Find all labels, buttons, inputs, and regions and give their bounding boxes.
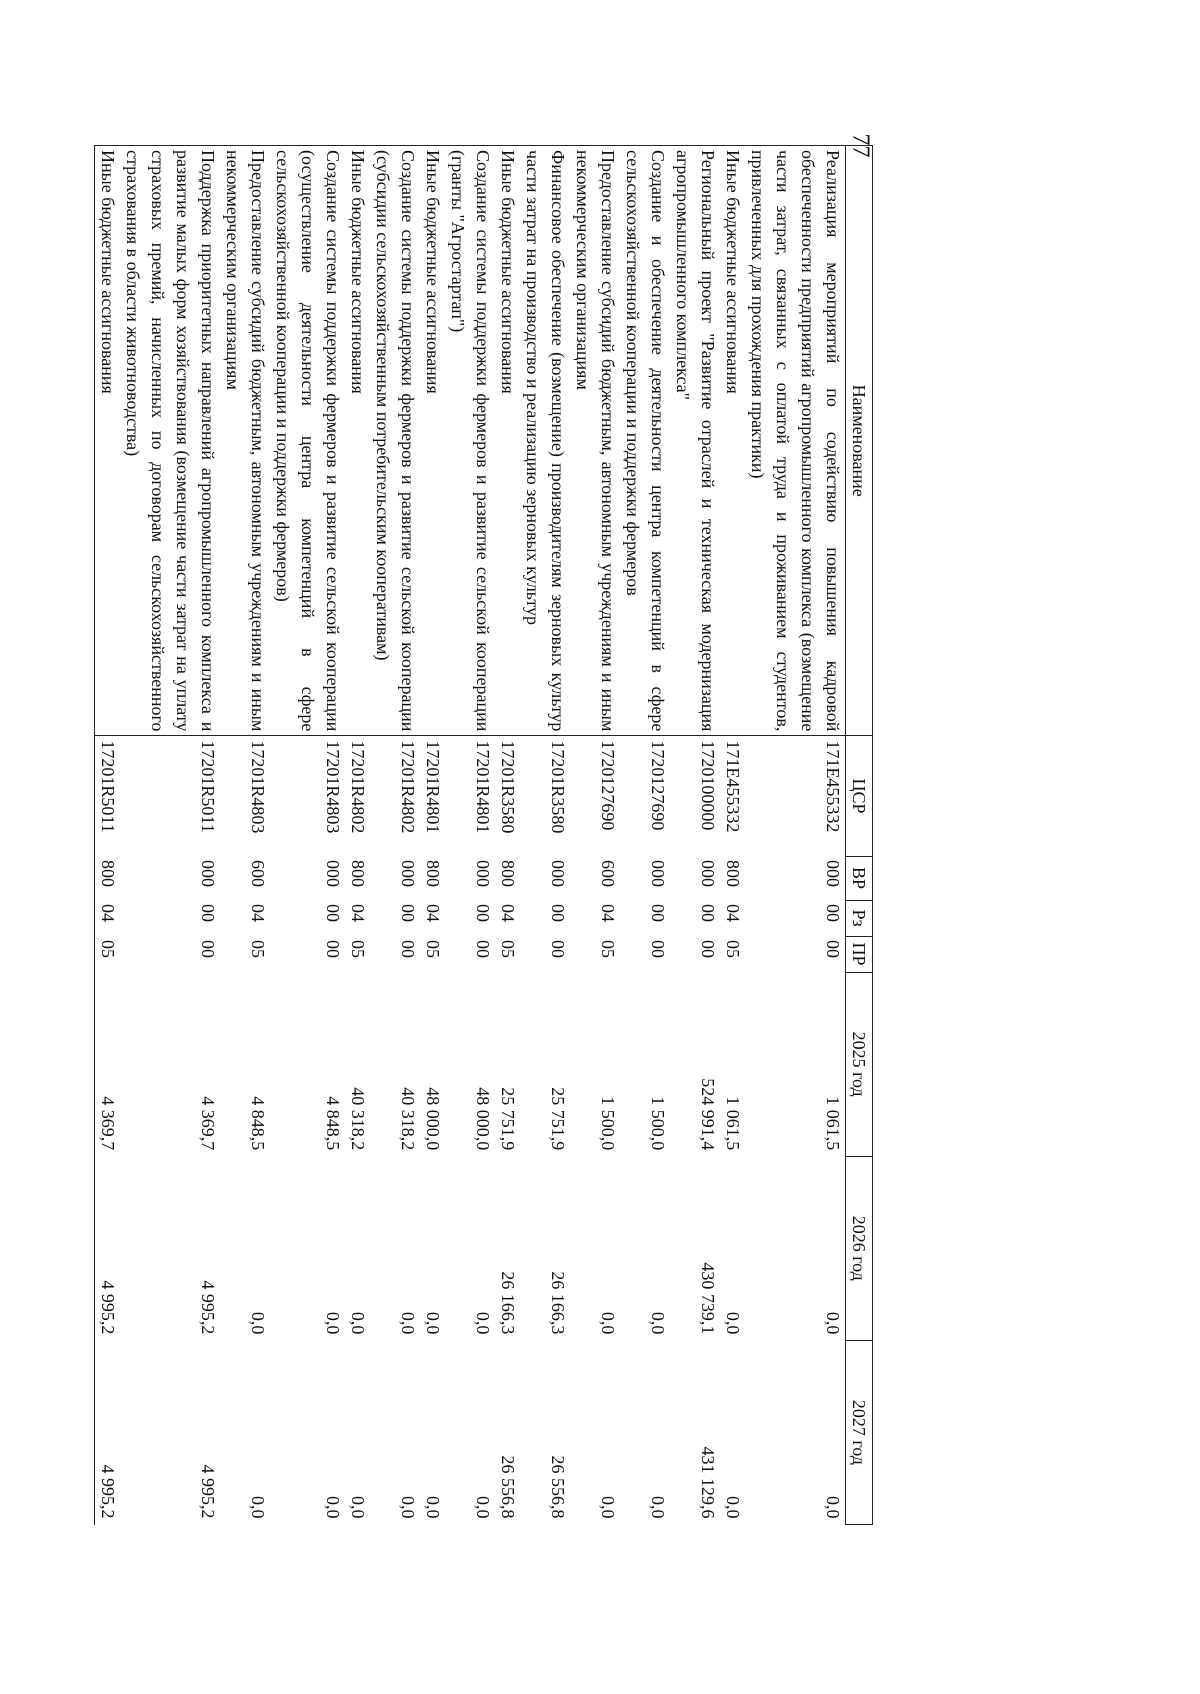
table-row: [420, 146, 445, 1525]
cell-2027: 0,0: [723, 1496, 743, 1519]
cell-csr: 17201R5011: [198, 740, 218, 833]
cell-name: Финансовое обеспечение (возмещение) производителям зерновых культур части затрат на производство и реализацию зерновых культур: [520, 146, 570, 736]
cell-vr: 000: [473, 860, 493, 887]
cell-2026: 26 166,3: [498, 1271, 518, 1335]
cell-2027: 0,0: [648, 1496, 668, 1519]
cell-2027: 4 995,2: [95, 1340, 121, 1524]
cell-2025: 25 751,9: [498, 1087, 518, 1151]
cell-vr: 000: [198, 860, 218, 887]
cell-csr: 17201R3580: [498, 740, 518, 834]
cell-pr: 00: [648, 940, 668, 959]
table-body: [95, 146, 846, 1525]
table-row: [445, 146, 495, 1525]
header-2027: 2027 год: [846, 1340, 873, 1524]
cell-2025: 1 061,5: [823, 1096, 843, 1151]
cell-2025: 48 000,0: [423, 1087, 443, 1151]
table-row: [370, 146, 420, 1525]
cell-csr: 17201R4801: [423, 740, 443, 834]
cell-2026: 0,0: [323, 1311, 343, 1335]
cell-2027: 0,0: [398, 1496, 418, 1519]
table-row: [620, 146, 670, 1525]
table-row: [495, 146, 520, 1525]
budget-table: [94, 145, 873, 1525]
cell-rz: 00: [698, 904, 718, 923]
table-row: [95, 146, 121, 1525]
cell-2026: 0,0: [598, 1311, 618, 1335]
cell-2026: 0,0: [398, 1311, 418, 1335]
table-header: [846, 146, 873, 1525]
header-2025: 2025 год: [846, 972, 873, 1156]
table-row: [270, 146, 345, 1525]
header-csr: ЦСР: [846, 736, 873, 856]
cell-name: Иные бюджетные ассигнования: [345, 146, 370, 736]
cell-2026: 0,0: [348, 1311, 368, 1335]
cell-2026: 0,0: [248, 1311, 268, 1335]
cell-rz: 04: [723, 904, 743, 923]
cell-rz: 00: [548, 904, 568, 923]
cell-2026: 0,0: [473, 1311, 493, 1335]
cell-pr: 05: [95, 936, 121, 972]
cell-vr: 000: [823, 860, 843, 887]
cell-pr: 00: [823, 940, 843, 959]
table-row: [120, 146, 220, 1525]
cell-rz: 04: [248, 904, 268, 923]
cell-pr: 00: [698, 940, 718, 959]
cell-vr: 800: [348, 860, 368, 887]
cell-rz: 04: [498, 904, 518, 923]
cell-2025: 40 318,2: [348, 1087, 368, 1151]
cell-rz: 00: [323, 904, 343, 923]
cell-2025: 1 500,0: [598, 1096, 618, 1151]
cell-2027: 0,0: [248, 1496, 268, 1519]
cell-2027: 4 995,2: [198, 1464, 218, 1519]
table-row: [345, 146, 370, 1525]
cell-rz: 04: [348, 904, 368, 923]
cell-vr: 000: [698, 860, 718, 887]
cell-name: Создание системы поддержки фермеров и развитие сельской кооперации (гранты "Агростартап"): [445, 146, 495, 736]
cell-name: Создание системы поддержки фермеров и развитие сельской кооперации (осуществление деятельности центра компетенций в сфере сельскохозяйственной кооперации и поддержки фермеров): [270, 146, 345, 736]
cell-rz: 00: [198, 904, 218, 923]
cell-rz: 04: [598, 904, 618, 923]
cell-pr: 05: [248, 940, 268, 959]
cell-vr: 800: [723, 860, 743, 887]
cell-2026: 26 166,3: [548, 1271, 568, 1335]
cell-name: Поддержка приоритетных направлений агропромышленного комплекса и развитие малых форм хозяйствования (возмещение части затрат на уплату страховых премий, начисленных по договорам сельскохозяйственного страхования в области животноводства): [120, 146, 220, 736]
cell-pr: 05: [423, 940, 443, 959]
cell-2025: 524 991,4: [698, 1078, 718, 1151]
table-row: [720, 146, 745, 1525]
cell-pr: 05: [348, 940, 368, 959]
cell-csr: 171E455332: [823, 740, 843, 833]
cell-rz: 00: [473, 904, 493, 923]
cell-csr: 17201R5011: [95, 736, 121, 856]
cell-csr: 1720127690: [598, 740, 618, 831]
cell-2026: 4 995,2: [198, 1280, 218, 1335]
cell-csr: 17201R4801: [473, 740, 493, 834]
cell-2027: 0,0: [323, 1496, 343, 1519]
cell-vr: 600: [598, 860, 618, 887]
cell-csr: 1720127690: [648, 740, 668, 831]
cell-2027: 0,0: [823, 1496, 843, 1519]
header-name: Наименование: [846, 146, 873, 736]
cell-2026: 0,0: [423, 1311, 443, 1335]
cell-vr: 600: [248, 860, 268, 887]
cell-2026: 430 739,1: [698, 1262, 718, 1335]
cell-name: Иные бюджетные ассигнования: [720, 146, 745, 736]
cell-vr: 000: [648, 860, 668, 887]
table-row: [670, 146, 720, 1525]
cell-csr: 17201R4802: [348, 740, 368, 834]
cell-2026: 0,0: [648, 1311, 668, 1335]
table-row: [745, 146, 846, 1525]
cell-rz: 04: [423, 904, 443, 923]
cell-pr: 00: [473, 940, 493, 959]
cell-rz: 00: [823, 904, 843, 923]
header-2026: 2026 год: [846, 1156, 873, 1340]
cell-name: Реализация мероприятий по содействию повышения кадровой обеспеченности предприятий агропромышленного комплекса (возмещение части затрат, связанных с оплатой труда и проживанием студентов, привлеченных для прохождения практики): [745, 146, 846, 736]
cell-pr: 05: [723, 940, 743, 959]
cell-name: Предоставление субсидий бюджетным, автономным учреждениям и иным некоммерческим организациям: [570, 146, 620, 736]
cell-2027: 0,0: [348, 1496, 368, 1519]
cell-2025: 4 848,5: [248, 1096, 268, 1151]
cell-pr: 00: [198, 940, 218, 959]
cell-vr: 800: [95, 856, 121, 900]
cell-pr: 00: [548, 940, 568, 959]
cell-name: Иные бюджетные ассигнования: [495, 146, 520, 736]
cell-2026: 4 995,2: [95, 1156, 121, 1340]
rotated-page: [98, 145, 873, 1525]
cell-pr: 05: [498, 940, 518, 959]
cell-name: Создание и обеспечение деятельности центра компетенций в сфере сельскохозяйственной кооперации и поддержки фермеров: [620, 146, 670, 736]
cell-csr: 17201R4802: [398, 740, 418, 834]
cell-2025: 4 369,7: [198, 1096, 218, 1151]
cell-name: Иные бюджетные ассигнования: [95, 146, 121, 736]
cell-vr: 800: [423, 860, 443, 887]
cell-pr: 00: [323, 940, 343, 959]
cell-csr: 17201R4803: [323, 740, 343, 834]
table-row: [570, 146, 620, 1525]
table-row: [220, 146, 270, 1525]
cell-2025: 25 751,9: [548, 1087, 568, 1151]
cell-2025: 1 500,0: [648, 1096, 668, 1151]
cell-2027: 26 556,8: [498, 1455, 518, 1519]
cell-name: Региональный проект "Развитие отраслей и техническая модернизация агропромышленного комплекса": [670, 146, 720, 736]
cell-2027: 26 556,8: [548, 1455, 568, 1519]
cell-name: Иные бюджетные ассигнования: [420, 146, 445, 736]
cell-2025: 40 318,2: [398, 1087, 418, 1151]
cell-pr: 00: [398, 940, 418, 959]
cell-2027: 0,0: [423, 1496, 443, 1519]
table-row: [520, 146, 570, 1525]
cell-2027: 431 129,6: [698, 1446, 718, 1519]
cell-2026: 0,0: [723, 1311, 743, 1335]
cell-rz: 00: [398, 904, 418, 923]
page-number: 77: [847, 133, 874, 158]
cell-2025: 4 369,7: [95, 972, 121, 1156]
cell-csr: 17201R4803: [248, 740, 268, 834]
cell-rz: 00: [648, 904, 668, 923]
cell-pr: 05: [598, 940, 618, 959]
cell-2025: 48 000,0: [473, 1087, 493, 1151]
header-rz: Рз: [846, 900, 873, 936]
cell-rz: 04: [95, 900, 121, 936]
cell-name: Создание системы поддержки фермеров и развитие сельской кооперации (субсидии сельскохозяйственным потребительским кооперативам): [370, 146, 420, 736]
cell-csr: 171E455332: [723, 740, 743, 833]
cell-vr: 000: [548, 860, 568, 887]
cell-2027: 0,0: [473, 1496, 493, 1519]
cell-2025: 4 848,5: [323, 1096, 343, 1151]
cell-vr: 000: [323, 860, 343, 887]
header-vr: ВР: [846, 856, 873, 900]
cell-csr: 17201R3580: [548, 740, 568, 834]
header-pr: ПР: [846, 936, 873, 972]
cell-2027: 0,0: [598, 1496, 618, 1519]
cell-2026: 0,0: [823, 1311, 843, 1335]
cell-vr: 800: [498, 860, 518, 887]
cell-vr: 000: [398, 860, 418, 887]
cell-name: Предоставление субсидий бюджетным, автономным учреждениям и иным некоммерческим организациям: [220, 146, 270, 736]
cell-2025: 1 061,5: [723, 1096, 743, 1151]
cell-csr: 1720100000: [698, 740, 718, 831]
